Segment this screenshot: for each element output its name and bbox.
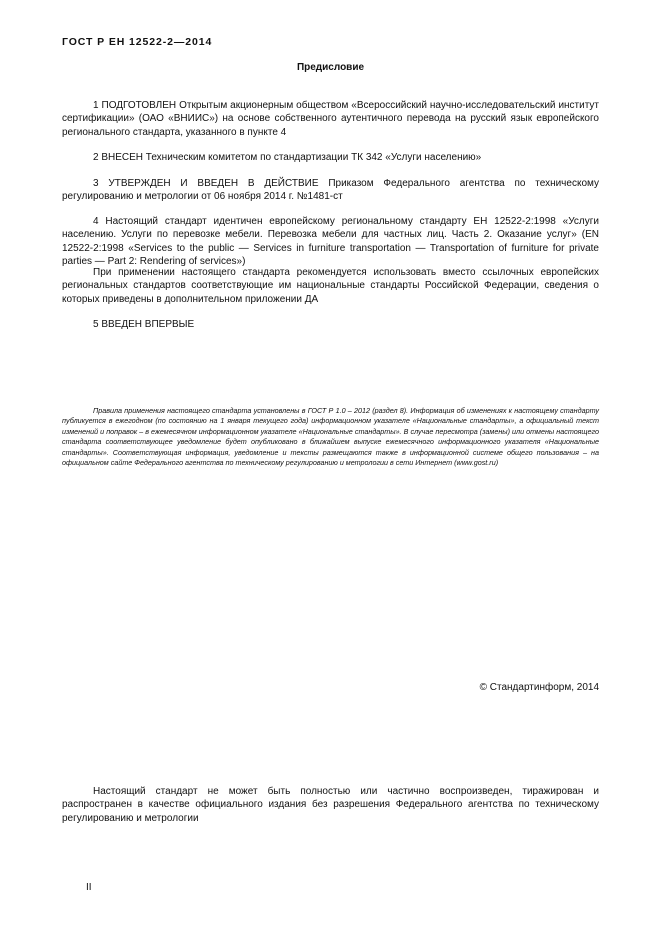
document-header: ГОСТ Р ЕН 12522-2—2014: [62, 36, 213, 48]
reproduction-notice: Настоящий стандарт не может быть полностью или частично воспроизведен, тиражирован и распространен в качестве официального издания без разрешения Федерального агентства по техническому регулированию и метрологии: [62, 786, 599, 824]
application-rules-note: Правила применения настоящего стандарта установлены в ГОСТ Р 1.0 – 2012 (раздел 8). Информация об изменениях к настоящему стандарту публикуется в ежегодном (по состоянию на 1 января текущего года) информационном указателе «Национальные стандарты», а официальный текст изменений и поправок – в ежемесячном информационном указателе «Национальные стандарты». В случае пересмотра (замены) или отмены настоящего стандарта соответствующее уведомление будет опубликовано в ближайшем выпуске ежемесячного информационного указателя «Национальные стандарты». Соответствующая информация, уведомление и тексты размещаются также в информационной системе общего пользования – на официальном сайте Федерального агентства по техническому регулированию и метрологии в сети Интернет (www.gost.ru): [62, 406, 599, 468]
paragraph-identical-standard: 4 Настоящий стандарт идентичен европейскому региональному стандарту ЕН 12522-2:1998 «Услуги населению. Услуги по перевозке мебели. Перевозка мебели для частных лиц. Часть 2. Оказание услуг» (EN 12522-2:1998 «Services to the public — Services in furniture transportation — Transportation of furniture for private parties — Part 2: Rendering of services»): [62, 216, 599, 268]
paragraph-prepared-by: 1 ПОДГОТОВЛЕН Открытым акционерным обществом «Всероссийский научно-исследовательский институт сертификации» (ОАО «ВНИИС») на основе собственного аутентичного перевода на русский язык европейского регионального стандарта, указанного в пункте 4: [62, 100, 599, 138]
page-title: Предисловие: [296, 62, 365, 73]
page-number: II: [86, 882, 92, 893]
copyright-notice: © Стандартинформ, 2014: [479, 682, 599, 693]
paragraph-introduced-by: 2 ВНЕСЕН Техническим комитетом по стандартизации ТК 342 «Услуги населению»: [93, 152, 482, 163]
paragraph-approved: 3 УТВЕРЖДЕН И ВВЕДЕН В ДЕЙСТВИЕ Приказом Федерального агентства по техническому регулированию и метрологии от 06 ноября 2014 г. №1481-ст: [62, 178, 599, 203]
paragraph-reference-usage: При применении настоящего стандарта рекомендуется использовать вместо ссылочных европейских региональных стандартов соответствующие им национальные стандарты Российской Федерации, сведения о которых приведены в дополнительном приложении ДА: [62, 267, 599, 305]
paragraph-first-introduced: 5 ВВЕДЕН ВПЕРВЫЕ: [93, 319, 195, 330]
